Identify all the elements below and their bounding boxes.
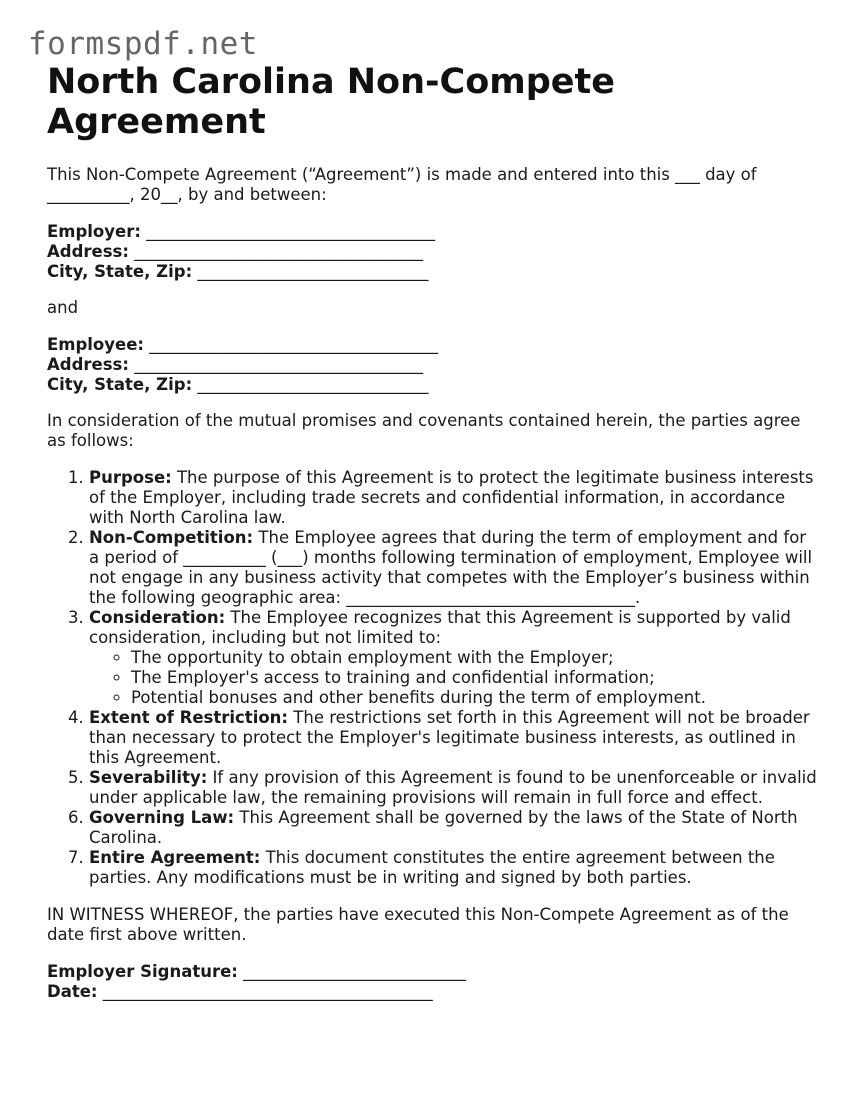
employer-city-blank: ____________________________: [197, 262, 429, 281]
employee-name-field: Employee: ___________________________________: [47, 335, 439, 354]
intro-paragraph: This Non-Compete Agreement (“Agreement”) is made and entered into this ___ day of __________, 20__, by and between:: [47, 165, 757, 204]
signature-block: [47, 962, 817, 1002]
watermark-logo: formspdf.net: [28, 26, 258, 62]
employer-city-field: City, State, Zip: ____________________________: [47, 262, 429, 281]
term-item: 6. Governing Law: This Agreement shall be governed by the laws of the State of North Carolina.: [89, 808, 817, 848]
employee-name-blank: ___________________________________: [149, 335, 439, 354]
employer-address-blank: ___________________________________: [134, 242, 423, 261]
sub-item: ◦ The Employer's access to training and confidential information;: [131, 668, 817, 688]
date-field: Date: ________________________________________: [47, 982, 433, 1001]
employee-city-blank: ____________________________: [197, 375, 429, 394]
term-item: 1. Purpose: The purpose of this Agreement is to protect the legitimate business interests of the Employer, including trade secrets and confidential information, in accordance with North Carolina law.: [89, 468, 817, 528]
employer-signature-field: Employer Signature: ___________________________: [47, 962, 466, 981]
employee-fields: [47, 335, 817, 395]
and-text: and: [47, 298, 79, 317]
employer-name-blank: ___________________________________: [146, 222, 435, 241]
terms-list: [47, 468, 817, 888]
sub-item: ◦ The opportunity to obtain employment with the Employer;: [131, 648, 817, 668]
employee-address-blank: ___________________________________: [134, 355, 423, 374]
date-blank: ________________________________________: [102, 982, 433, 1001]
employer-name-field: Employer: ___________________________________: [47, 222, 435, 241]
employee-address-field: Address: ___________________________________: [47, 355, 423, 374]
document-page: [47, 62, 817, 1002]
term-item: 3. Consideration: The Employee recognizes that this Agreement is supported by valid consideration, including but not limited to: ◦ The opportunity to obtain employment with the Employer; ◦ The Employer's access to training and confidential information; ◦ Potential bonuses and other benefits during the term of employment.: [89, 608, 817, 708]
term-item: 4. Extent of Restriction: The restrictions set forth in this Agreement will not be broader than necessary to protect the Employer's legitimate business interests, as outlined in this Agreement.: [89, 708, 817, 768]
consideration-sublist: [89, 648, 817, 708]
employer-fields: [47, 222, 817, 282]
signature-blank: ___________________________: [243, 962, 466, 981]
term-item: 5. Severability: If any provision of this Agreement is found to be unenforceable or invalid under applicable law, the remaining provisions will remain in full force and effect.: [89, 768, 817, 808]
witness-paragraph: IN WITNESS WHEREOF, the parties have executed this Non-Compete Agreement as of the date first above written.: [47, 905, 789, 944]
employee-city-field: City, State, Zip: ____________________________: [47, 375, 429, 394]
term-item: 7. Entire Agreement: This document constitutes the entire agreement between the parties. Any modifications must be in writing and signed by both parties.: [89, 848, 817, 888]
term-item: 2. Non-Competition: The Employee agrees that during the term of employment and for a period of __________ (___) months following termination of employment, Employee will not engage in any business activity that competes with the Employer’s business within the following geographic area: ___________________________________.: [89, 528, 817, 608]
consideration-intro: In consideration of the mutual promises and covenants contained herein, the parties agree as follows:: [47, 411, 801, 450]
employer-address-field: Address: ___________________________________: [47, 242, 423, 261]
sub-item: ◦ Potential bonuses and other benefits during the term of employment.: [131, 688, 817, 708]
document-title: North Carolina Non-Compete Agreement: [47, 62, 615, 142]
